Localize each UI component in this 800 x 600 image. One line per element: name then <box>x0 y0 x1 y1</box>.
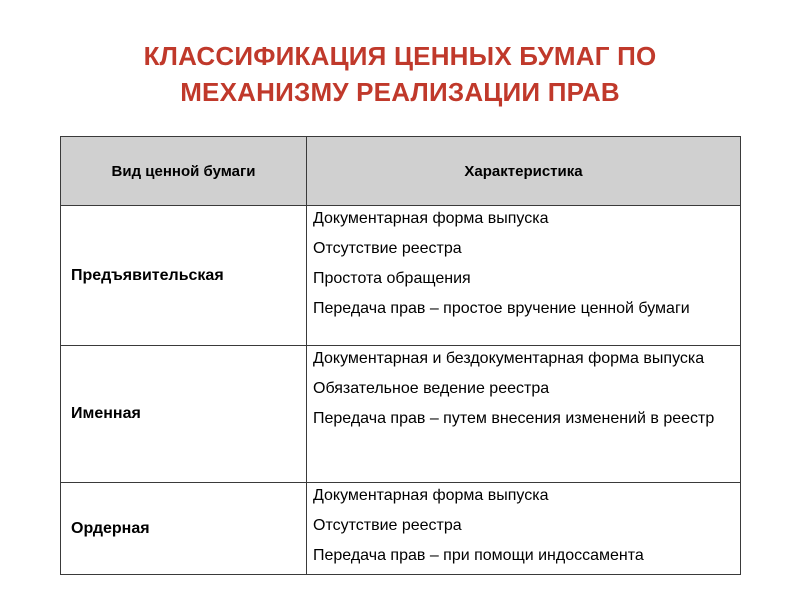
characteristic-item: Документарная форма выпуска <box>313 487 549 504</box>
characteristic-item: Документарная и бездокументарная форма выпуска <box>313 350 705 367</box>
characteristic-item: Отсутствие реестра <box>313 517 462 534</box>
classification-table <box>60 136 741 575</box>
table-row <box>61 206 741 346</box>
characteristic-item: Передача прав – простое вручение ценной бумаги <box>313 300 690 317</box>
page-title-line-1: КЛАССИФИКАЦИЯ ЦЕННЫХ БУМАГ ПО <box>143 41 657 71</box>
characteristics-cell <box>307 483 741 575</box>
page-title-line-2: МЕХАНИЗМУ РЕАЛИЗАЦИИ ПРАВ <box>180 77 620 107</box>
page-title <box>0 38 800 110</box>
characteristic-item: Отсутствие реестра <box>313 240 462 257</box>
table-header-row <box>61 137 741 206</box>
header-characteristic: Характеристика <box>307 137 741 206</box>
characteristics-cell <box>307 346 741 483</box>
characteristic-item: Передача прав – путем внесения изменений в реестр <box>313 410 715 427</box>
characteristics-cell <box>307 206 741 346</box>
table-row <box>61 346 741 483</box>
table-row <box>61 483 741 575</box>
characteristic-item: Документарная форма выпуска <box>313 210 549 227</box>
security-type-cell: Именная <box>61 346 307 483</box>
security-type-cell: Предъявительская <box>61 206 307 346</box>
characteristic-item: Передача прав – при помощи индоссамента <box>313 547 644 564</box>
characteristic-item: Простота обращения <box>313 270 471 287</box>
characteristic-item: Обязательное ведение реестра <box>313 380 550 397</box>
security-type-cell: Ордерная <box>61 483 307 575</box>
header-security-type: Вид ценной бумаги <box>61 137 307 206</box>
